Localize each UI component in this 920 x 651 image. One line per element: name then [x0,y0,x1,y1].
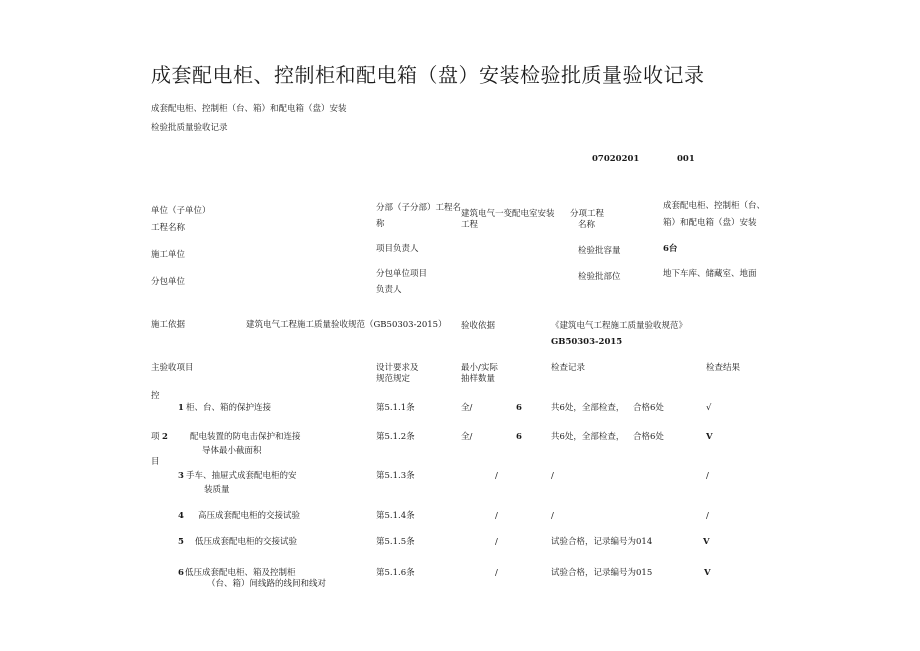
acceptance-value-2: GB50303-2015 [551,337,623,347]
row-3-min: / [495,471,498,481]
unit-label-2: 工程名称 [151,223,186,233]
item-value-2: 箱）和配电箱（盘）安装 [663,218,757,228]
col-record: 检查记录 [551,363,586,373]
row-4-min: / [495,511,498,521]
col-design-2: 规范规定 [376,374,411,384]
side-label-1: 控 [151,391,160,401]
acceptance-label: 验收依据 [461,321,496,331]
item-value-1: 成套配电柜、控制柜（台、 [663,201,766,211]
row-6-result: V [704,568,711,578]
row-2-record-1: 共6处，全部检查， [551,432,625,442]
project-manager-label: 项目负责人 [376,244,419,254]
row-3-result: / [706,471,709,481]
basis-value: 建筑电气工程施工质量验收规范（GB50303-2015） [246,320,447,330]
row-3-name-2: 装质量 [204,485,230,495]
row-1-number: 1 [178,403,184,413]
row-1-actual: 6 [516,403,522,413]
row-2-result: V [706,432,713,442]
row-3-record: / [551,471,554,481]
row-6-spec: 第5.1.6条 [376,568,415,578]
row-6-number: 6 [178,568,184,578]
row-6-name: 低压成套配电柜、箱及控制柜 [185,568,296,578]
row-1-name: 柜、台、箱的保护连接 [186,403,272,413]
row-3-name: 手车、抽屉式成套配电柜的安 [186,471,297,481]
row-1-record-2: 合格6处 [633,403,664,413]
acceptance-value-1: 《建筑电气工程施工质量验收规范》 [551,321,688,331]
capacity-label: 检验批容量 [578,246,621,256]
col-min-1: 最小/实际 [461,363,498,373]
subdivision-label-1: 分部（子分部）工程名 [376,203,462,213]
subdivision-value-2: 工程 [461,220,479,230]
row-5-name: 低压成套配电柜的交接试验 [195,537,298,547]
row-5-spec: 第5.1.5条 [376,537,415,547]
row-4-name: 高压成套配电柜的交接试验 [198,511,301,521]
row-5-result: V [703,537,710,547]
contractor-label: 施工单位 [151,250,186,260]
row-6-min: / [495,568,498,578]
location-value: 地下车库、储藏室、地面 [663,269,757,279]
row-1-spec: 第5.1.1条 [376,403,415,413]
row-4-result: / [706,511,709,521]
subdivision-label-2: 称 [376,219,385,229]
row-1-min: 全/ [461,403,473,413]
col-min-2: 抽样数量 [461,374,496,384]
batch-code: 07020201 [592,154,640,164]
row-5-record: 试验合格，记录编号为014 [551,537,653,547]
row-2-number: 2 [162,432,168,442]
row-4-number: 4 [178,511,184,521]
subdivision-value-1: 建筑电气一变配电室安装 [461,209,555,219]
row-5-number: 5 [178,537,184,547]
unit-label-1: 单位（子单位） [151,206,211,216]
side-label-2: 项 [151,432,160,442]
row-6-name-2: （台、箱）间线路的线间和线对 [207,579,327,589]
subcontractor-label: 分包单位 [151,277,186,287]
row-1-record-1: 共6处，全部检查， [551,403,625,413]
row-6-record: 试验合格，记录编号为015 [551,568,653,578]
col-result: 检查结果 [706,363,741,373]
row-2-record-2: 合格6处 [633,432,664,442]
row-4-spec: 第5.1.4条 [376,511,415,521]
row-3-spec: 第5.1.3条 [376,471,415,481]
location-label: 检验批部位 [578,272,621,282]
col-items: 主验收项目 [151,363,194,373]
sub-pm-label-2: 负责人 [376,285,402,295]
row-1-result: √ [706,403,712,413]
row-5-min: / [495,537,498,547]
sub-pm-label-1: 分包单位项目 [376,269,428,279]
row-2-spec: 第5.1.2条 [376,432,415,442]
subtitle-line-2: 检验批质量验收记录 [151,123,228,133]
capacity-value: 6台 [663,244,678,254]
col-design-1: 设计要求及 [376,363,419,373]
row-3-number: 3 [178,471,184,481]
row-2-name: 配电装置的防电击保护和连接 [190,432,301,442]
row-4-record: / [551,511,554,521]
row-2-actual: 6 [516,432,522,442]
item-label-1: 分项工程 [570,209,605,219]
item-label-2: 名称 [578,220,596,230]
batch-number: 001 [677,154,695,164]
row-2-min: 全/ [461,432,473,442]
row-2-name-2: 导体最小截面积 [202,446,262,456]
basis-label: 施工依据 [151,320,186,330]
subtitle-line-1: 成套配电柜、控制柜（台、箱）和配电箱（盘）安装 [151,104,347,114]
document-title: 成套配电柜、控制柜和配电箱（盘）安装检验批质量验收记录 [151,63,705,87]
side-label-3: 目 [151,457,160,467]
